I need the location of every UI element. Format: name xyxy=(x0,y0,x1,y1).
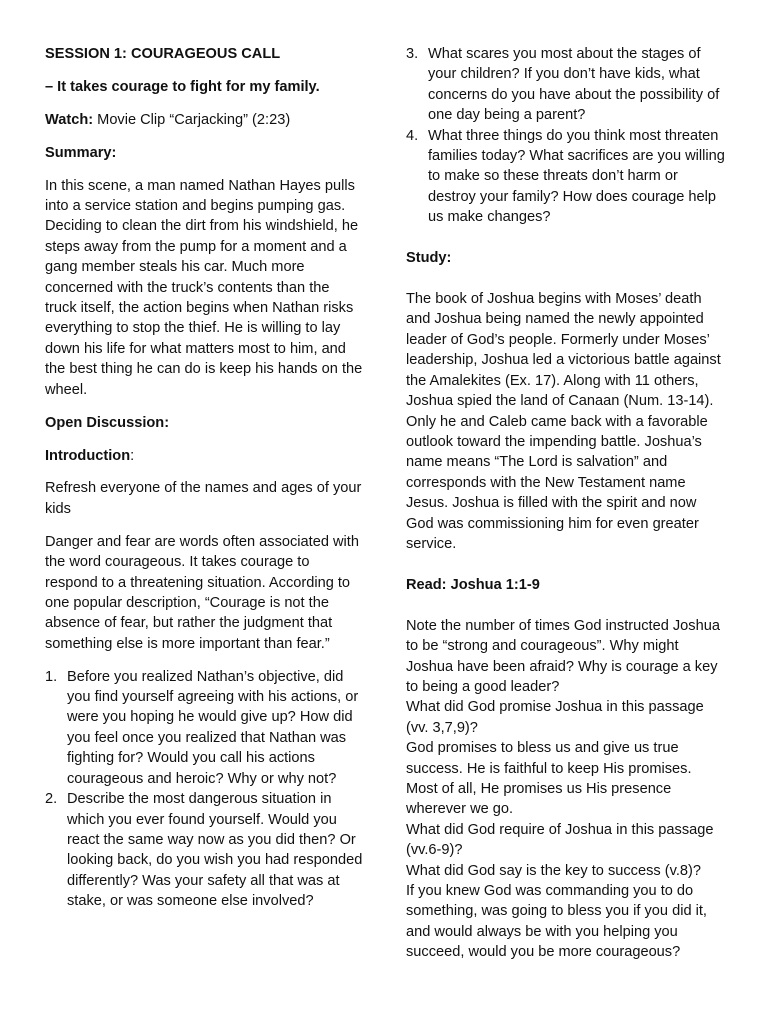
summary-heading: Summary: xyxy=(45,144,117,161)
list-item-number: 3. xyxy=(406,46,419,62)
open-discussion-heading: Open Discussion: xyxy=(45,414,170,431)
list-item-text: What scares you most about the stages of your children? If you don’t have kids, what concerns do you have about the possibility of one day being a parent? xyxy=(428,46,720,124)
list-item-text: What three things do you think most threaten families today? What sacrifices are you willing to make so these threats don’t harm or destroy your family? How does courage help us make changes? xyxy=(428,127,725,226)
list-item xyxy=(45,667,365,789)
introduction-label: Introduction xyxy=(45,447,131,464)
list-item-number: 4. xyxy=(406,127,419,144)
list-item xyxy=(406,126,726,228)
read-line: If you knew God was commanding you to do something, was going to bless you if you did it, and would always be with you helping you succeed, would you be more courageous? xyxy=(406,883,707,961)
read-line: What did God require of Joshua in this passage (vv.6-9)? xyxy=(406,821,714,859)
watch-label: Watch: xyxy=(45,111,94,128)
list-item-number: 2. xyxy=(45,791,58,808)
read-line: What did God promise Joshua in this passage (vv. 3,7,9)? xyxy=(406,699,704,736)
session-subtitle: – It takes courage to fight for my family. xyxy=(45,78,320,95)
read-line: God promises to bless us and give us true success. He is faithful to keep His promises. Most of all, He promises us His presence wherever we go. xyxy=(406,740,692,818)
read-line: What did God say is the key to success (v.8)? xyxy=(406,862,701,879)
summary-text: In this scene, a man named Nathan Hayes pulls into a service station and begins pumping gas. Deciding to clean the dirt from his windshield, he steps away from the pump for a moment and a gang member steals his car. Much more concerned with the truck’s contents than the truck itself, the action begins when Nathan risks everything to stop the thief. He is willing to lay down his life for what matters most to him, and the best thing he can do is keep his hands on the wheel. xyxy=(45,177,363,398)
introduction-colon: : xyxy=(130,447,135,464)
list-item xyxy=(406,44,726,126)
study-heading: Study: xyxy=(406,250,452,267)
list-item-number: 1. xyxy=(45,668,58,685)
question-list-right xyxy=(406,44,726,228)
read-notes xyxy=(406,616,726,963)
list-item-text: Before you realized Nathan’s objective, did you find yourself agreeing with his actions, or were you hoping he would give up? How did you feel once you realized that Nathan was fighting for? Would you call his actions courageous and heroic? Why or why not? xyxy=(67,668,359,787)
list-item-text: Describe the most dangerous situation in which you ever found yourself. Would you react the same way now as you did then? Or looking back, do you wish you had responded differently? Was your safety all that was at stake, or was someone else involved? xyxy=(67,791,363,910)
introduction-line xyxy=(45,446,365,466)
study-text: The book of Joshua begins with Moses’ death and Joshua being named the newly appointed leader of God’s people. Formerly under Moses’ leadership, Joshua led a victorious battle against the Amalekites (Ex. 17). Along with 11 others, Joshua spied the land of Canaan (Num. 13-14). Only he and Caleb came back with a favorable outlook toward the impending battle. Joshua’s name means “The Lord is salvation” and corresponds with the New Testament name Jesus. Joshua is filled with the spirit and now God was commissioning him for even greater service. xyxy=(406,291,721,552)
watch-line xyxy=(45,110,365,130)
refresh-text: Refresh everyone of the names and ages of your kids xyxy=(45,480,362,517)
left-column xyxy=(45,44,365,912)
read-heading: Read: Joshua 1:1-9 xyxy=(406,576,540,593)
watch-text: Movie Clip “Carjacking” (2:23) xyxy=(93,111,291,128)
session-title: SESSION 1: COURAGEOUS CALL xyxy=(45,46,281,62)
list-item xyxy=(45,789,365,911)
danger-text: Danger and fear are words often associated with the word courageous. It takes courage to respond to a threatening situation. According to one popular description, “Courage is not the absence of fear, but rather the judgment that something else is more important than fear.” xyxy=(45,533,359,652)
question-list-left xyxy=(45,667,365,912)
right-column xyxy=(406,44,726,963)
read-line: Note the number of times God instructed Joshua to be “strong and courageous”. Why might Joshua have been afraid? Why is courage a key to being a good leader? xyxy=(406,617,720,695)
